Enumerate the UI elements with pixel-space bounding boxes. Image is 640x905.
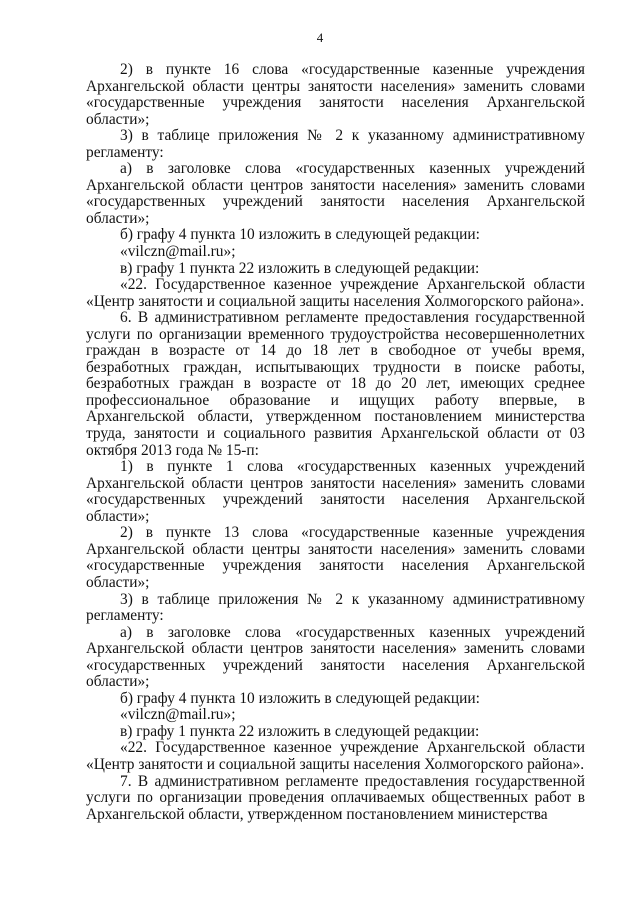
paragraph: 3) в таблице приложения № 2 к указанному административному регламенту: bbox=[86, 127, 585, 161]
paragraph: 2) в пункте 13 слова «государственные казенные учреждения Архангельской области центры занятости населения» заменить словами «государственные учреждения занятости населения Архангельской области»; bbox=[86, 524, 585, 591]
document-body bbox=[86, 62, 585, 823]
paragraph: б) графу 4 пункта 10 изложить в следующей редакции: bbox=[120, 689, 480, 707]
email-paragraph: «vilczn@mail.ru»; bbox=[120, 706, 236, 724]
paragraph: 3) в таблице приложения № 2 к указанному административному регламенту: bbox=[86, 590, 585, 625]
paragraph: б) графу 4 пункта 10 изложить в следующей редакции: bbox=[120, 226, 480, 244]
paragraph: «22. Государственное казенное учреждение Архангельской области «Центр занятости и социальной защиты населения Холмогорского района». bbox=[86, 276, 585, 310]
paragraph: «22. Государственное казенное учреждение Архангельской области «Центр занятости и социальной защиты населения Холмогорского района». bbox=[86, 739, 585, 773]
paragraph: а) в заголовке слова «государственных казенных учреждений Архангельской области центров занятости населения» заменить словами «государственных учреждений занятости населения Архангельской области»; bbox=[86, 160, 585, 227]
paragraph: 7. В административном регламенте предоставления государственной услуги по организации проведения оплачиваемых общественных работ в Архангельской области, утвержденном постановлением министерства bbox=[86, 772, 585, 823]
paragraph: в) графу 1 пункта 22 изложить в следующей редакции: bbox=[120, 259, 480, 277]
page-number: 4 bbox=[316, 30, 324, 45]
paragraph: 2) в пункте 16 слова «государственные казенные учреждения Архангельской области центры занятости населения» заменить словами «государственные учреждения занятости населения Архангельской области»; bbox=[86, 61, 585, 128]
paragraph: а) в заголовке слова «государственных казенных учреждений Архангельской области центров занятости населения» заменить словами «государственных учреждений занятости населения Архангельской области»; bbox=[86, 623, 585, 691]
paragraph: 6. В административном регламенте предоставления государственной услуги по организации временного трудоустройства несовершеннолетних граждан в возрасте от 14 до 18 лет в свободное от учебы время, безработных граждан, испытывающих трудности в поиске работы, безработных граждан в возрасте от 18 до 20 лет, имеющих среднее профессиональное образование и ищущих работу впервые, в Архангельской области, утвержденном постановлением министерства труда, занятости и социального развития Архангельской области от 03 октября 2013 года № 15-п: bbox=[86, 309, 585, 459]
paragraph: в) графу 1 пункта 22 изложить в следующей редакции: bbox=[120, 722, 480, 740]
paragraph: 1) в пункте 1 слова «государственных казенных учреждений Архангельской области центров занятости населения» заменить словами «государственных учреждений занятости населения Архангельской области»; bbox=[86, 458, 585, 525]
email-paragraph: «vilczn@mail.ru»; bbox=[120, 243, 236, 261]
